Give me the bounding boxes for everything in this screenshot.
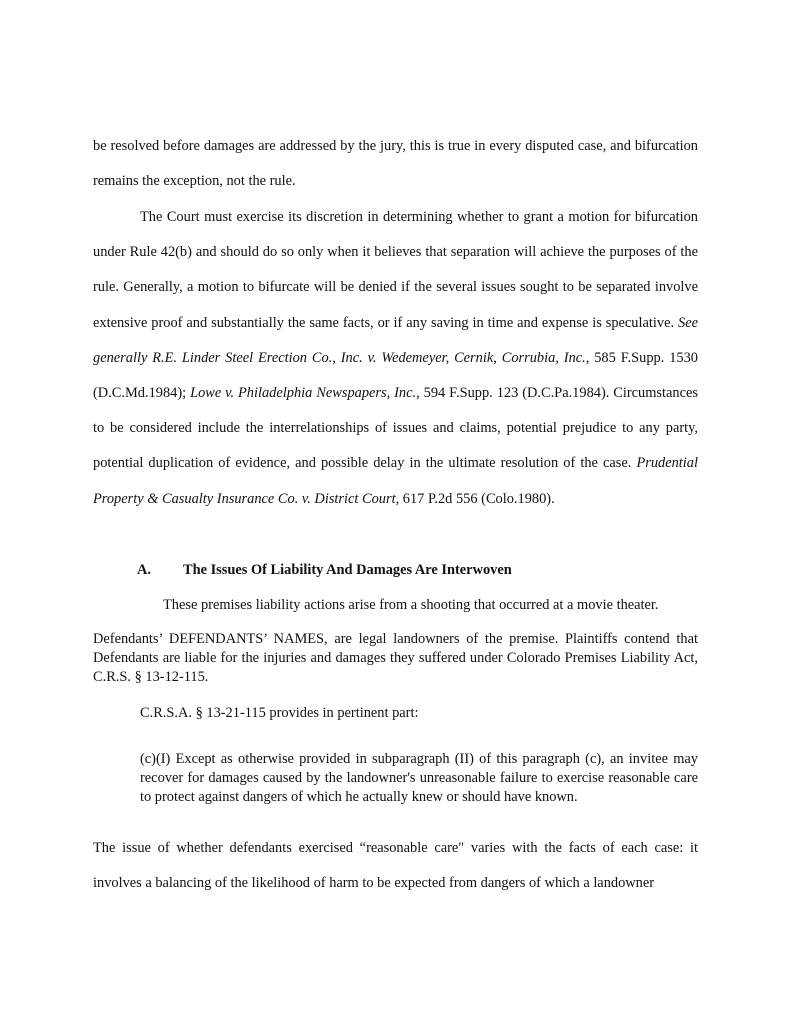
- block-quote-statute: (c)(I) Except as otherwise provided in subparagraph (II) of this paragraph (c), an invitee may recover for damages caused by the landowner's unreasonable failure to exercise reasonable care to protect against dangers of which he actually knew or should have known.: [140, 751, 698, 806]
- paragraph-statute-intro: C.R.S.A. § 13-21-115 provides in pertinent part:: [140, 705, 419, 721]
- discretion-text-1: The Court must exercise its discretion in determining whether to grant a motion for bifurcation under Rule 42(b) and should do so only when it believes that separation will achieve the purposes of the rule. Generally, a motion to bifurcate will be denied if the several issues sought to be separated involve extensive proof and substantially the same facts, or if any saving in time and expense is speculative.: [93, 209, 698, 331]
- paragraph-premises: These premises liability actions arise from a shooting that occurred at a movie theater.: [163, 597, 659, 613]
- paragraph-bifurcation-discretion: [93, 200, 698, 517]
- paragraph-continued: be resolved before damages are addressed by the jury, this is true in every disputed case, and bifurcation remains the exception, not the rule.: [93, 138, 698, 190]
- section-letter: A.: [137, 562, 151, 578]
- citation-linder-steel: See generally R.E. Linder Steel Erection Co., Inc. v. Wedemeyer, Cernik, Corrubia, Inc.: [93, 314, 698, 366]
- section-heading: [93, 553, 698, 588]
- paragraph-defendants: Defendants’ DEFENDANTS’ NAMES, are legal landowners of the premise. Plaintiffs contend that Defendants are liable for the injuries and damages they suffered under Colorado Premises Liability Act, C.R.S. § 13-12-115.: [93, 631, 698, 686]
- citation-lowe: Lowe v. Philadelphia Newspapers, Inc.: [190, 385, 417, 402]
- discretion-text-3: , 594 F.Supp. 123 (D.C.Pa.1984). Circumstances to be considered include the interrelationships of issues and claims, potential prejudice to any party, potential duplication of evidence, and possible delay in the ultimate resolution of the case.: [93, 385, 698, 472]
- citation-prudential: Prudential Property & Casualty Insurance Co. v. District Court: [93, 455, 698, 507]
- discretion-text-2: , 585 F.Supp. 1530 (D.C.Md.1984);: [93, 349, 698, 402]
- discretion-text-4: , 617 P.2d 556 (Colo.1980).: [395, 490, 555, 507]
- paragraph-reasonable-care: The issue of whether defendants exercised “reasonable care" varies with the facts of each case: it involves a balancing of the likelihood of harm to be expected from dangers of which a landowner: [93, 840, 698, 892]
- section-title: The Issues Of Liability And Damages Are Interwoven: [183, 562, 512, 578]
